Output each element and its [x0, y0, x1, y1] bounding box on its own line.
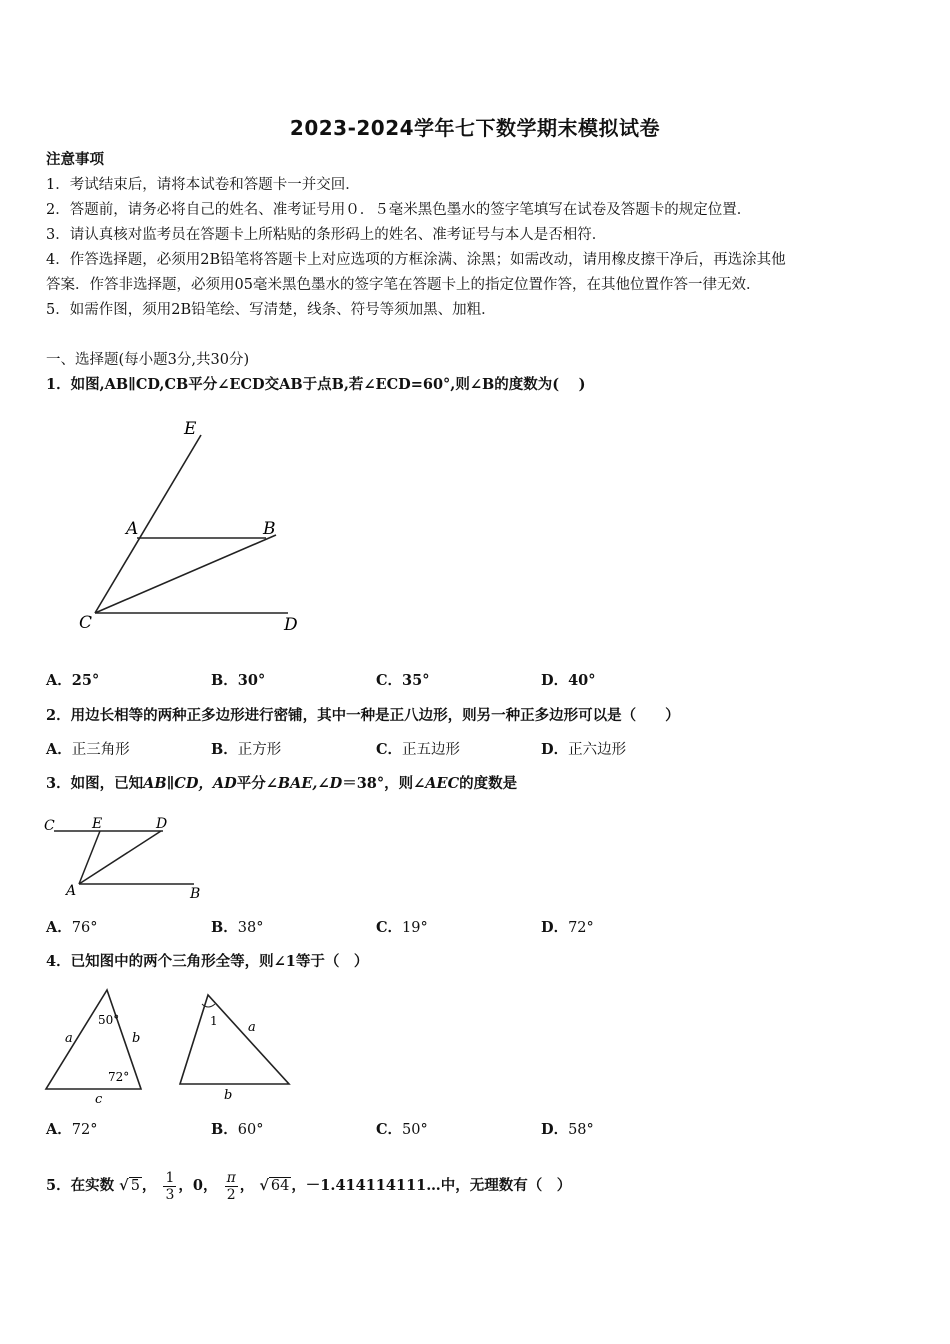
t2-side-b: b [224, 1088, 233, 1103]
notice-heading: 注意事项 [46, 151, 104, 168]
section-heading: 一、选择题(每小题3分,共30分) [46, 352, 250, 368]
label-a: A [126, 519, 139, 539]
q2-option-b[interactable]: B．正方形 [211, 741, 282, 758]
notice-item: 4．作答选择题，必须用2B铅笔将答题卡上对应选项的方框涂满、涂黑；如需改动，请用橡皮擦干净后，再选涂其他 [46, 252, 786, 268]
q4-option-c[interactable]: C．50° [376, 1121, 428, 1138]
label-b: B [190, 886, 201, 902]
label-e: E [92, 816, 103, 832]
label-c: C [79, 613, 93, 633]
q4-option-a[interactable]: A．72° [46, 1121, 98, 1138]
question-4-figure [40, 982, 310, 1107]
page-title: 2023-2024学年七下数学期末模拟试卷 [289, 116, 661, 140]
q3-option-b[interactable]: B．38° [211, 919, 264, 936]
t1-side-c: c [95, 1092, 103, 1107]
label-a: A [66, 883, 77, 899]
label-d: D [284, 615, 298, 635]
label-b: B [263, 519, 276, 539]
notice-item: 3．请认真核对监考员在答题卡上所粘贴的条形码上的姓名、准考证号与本人是否相符． [46, 227, 607, 243]
fraction-one-third: $\frac{1}{3}$ [165, 1169, 175, 1203]
question-3-figure [40, 812, 220, 904]
t2-angle-1: 1 [210, 1014, 218, 1028]
t1-right-angle: 72° [108, 1070, 130, 1084]
t1-side-a: a [65, 1031, 73, 1046]
notice-item: 5．如需作图，须用2B铅笔绘、写清楚，线条、符号等须加黑、加粗． [46, 302, 496, 318]
label-d: D [156, 816, 168, 832]
question-5-stem: 5．在实数 √ 5 ， $\frac{1}{3}$ ，0， $\frac{\pi}{2}$ ， √ 64 ，－1.414114111…中，无理数有（ ） [46, 1162, 571, 1210]
q3-option-a[interactable]: A．76° [46, 919, 98, 936]
q1-option-c[interactable]: C．35° [376, 672, 430, 689]
q3-option-c[interactable]: C．19° [376, 919, 428, 936]
notice-item: 1．考试结束后，请将本试卷和答题卡一并交回． [46, 177, 360, 193]
q2-option-a[interactable]: A．正三角形 [46, 741, 130, 758]
q2-option-d[interactable]: D．正六边形 [541, 741, 627, 758]
t2-side-a: a [248, 1020, 256, 1035]
label-c: C [44, 818, 55, 834]
q3-option-d[interactable]: D．72° [541, 919, 594, 936]
question-1-figure [70, 410, 320, 640]
fraction-pi-half: $\frac{\pi}{2}$ [226, 1169, 236, 1203]
label-e: E [184, 419, 197, 439]
sqrt-64: √ 64 [259, 1177, 290, 1194]
q2-option-c[interactable]: C．正五边形 [376, 741, 461, 758]
notice-item: 2．答题前，请务必将自己的姓名、准考证号用０．５毫米黑色墨水的签字笔填写在试卷及答题卡的规定位置． [46, 202, 752, 218]
t1-top-angle: 50° [98, 1013, 120, 1027]
notice-item: 答案．作答非选择题，必须用05毫米黑色墨水的签字笔在答题卡上的指定位置作答，在其他位置作答一律无效． [46, 277, 761, 293]
q1-option-d[interactable]: D．40° [541, 672, 596, 689]
t1-side-b: b [132, 1031, 141, 1046]
question-1-stem: 1．如图,AB∥CD,CB平分∠ECD交AB于点B,若∠ECD=60°,则∠B的度数为( ) [46, 376, 586, 393]
q4-option-b[interactable]: B．60° [211, 1121, 264, 1138]
q1-option-b[interactable]: B．30° [211, 672, 266, 689]
q1-option-a[interactable]: A．25° [46, 672, 100, 689]
question-4-stem: 4．已知图中的两个三角形全等，则∠1等于（ ） [46, 953, 369, 970]
q4-option-d[interactable]: D．58° [541, 1121, 594, 1138]
question-3-stem: 3．如图，已知AB∥CD，AD平分∠BAE,∠D＝38°，则∠AEC的度数是 [46, 775, 518, 792]
question-2-stem: 2．用边长相等的两种正多边形进行密铺，其中一种是正八边形，则另一种正多边形可以是（ ） [46, 707, 680, 724]
sqrt-5: √ 5 [119, 1177, 140, 1194]
